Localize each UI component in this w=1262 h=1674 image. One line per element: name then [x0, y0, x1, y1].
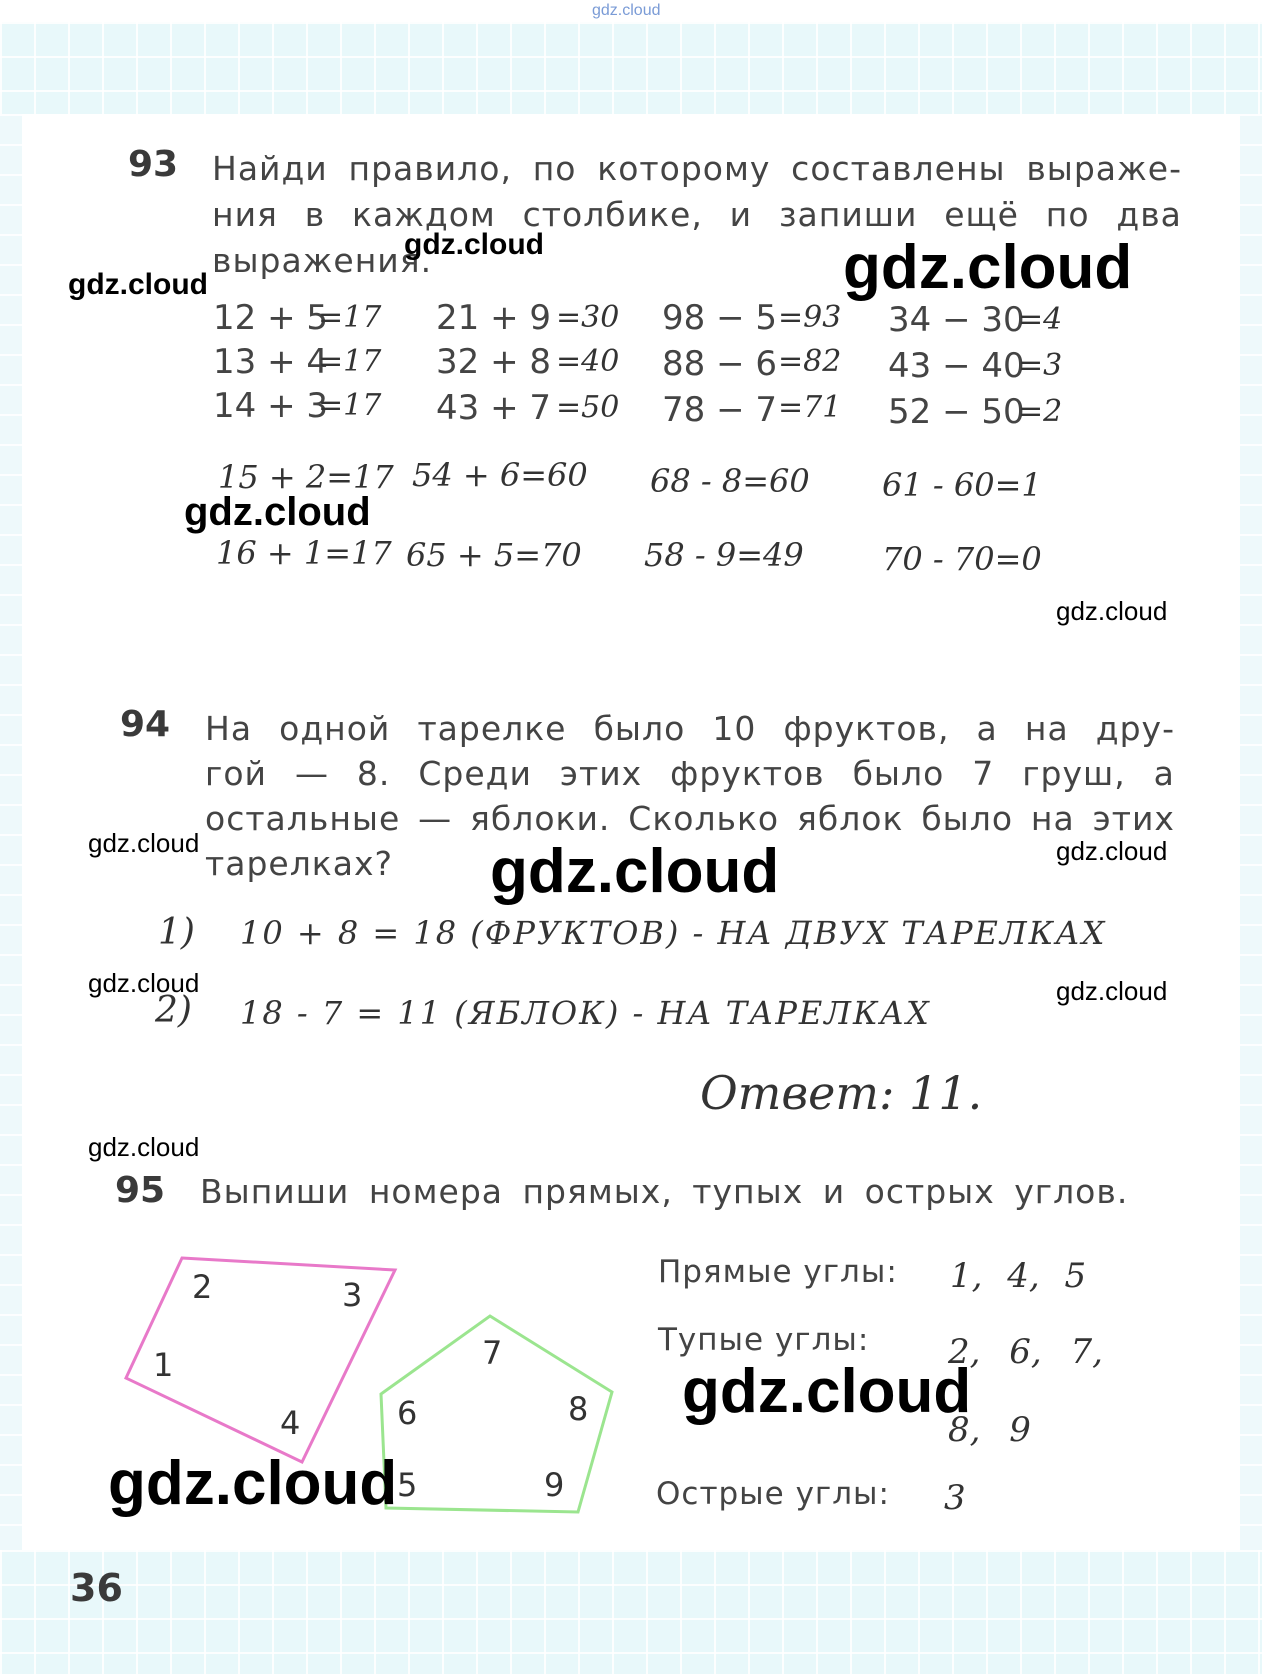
- watermark: gdz.cloud: [88, 1132, 200, 1162]
- handwritten-answer: =30: [556, 300, 620, 335]
- angle-label-5: 5: [397, 1466, 418, 1504]
- word: каждом: [352, 195, 496, 234]
- solution-step-1-text: 10 + 8 = 18 (ФРУКТОВ) - НА ДВУХ ТАРЕЛКАХ: [240, 914, 1107, 952]
- word: дру-: [1095, 709, 1175, 748]
- handwritten-answer: =82: [778, 344, 842, 379]
- task-93-line-3: выражения.: [212, 241, 433, 280]
- angle-label-1: 1: [153, 1346, 174, 1384]
- task-95-number: 95: [115, 1170, 166, 1211]
- task-95-text: Выпиши номера прямых, тупых и острых углов.: [200, 1172, 1129, 1211]
- expr: 98 − 5: [662, 298, 777, 338]
- handwritten-answer: =17: [318, 344, 382, 379]
- handwritten-expression: 54 + 6=60: [412, 456, 588, 494]
- word: было: [921, 799, 1014, 838]
- watermark: gdz.cloud: [843, 233, 1133, 302]
- word: одной: [279, 709, 391, 748]
- handwritten-answer: =4: [1018, 302, 1063, 337]
- word: было: [593, 709, 686, 748]
- handwritten-answer: =93: [778, 300, 842, 335]
- handwritten-expression: 70 - 70=0: [882, 540, 1042, 578]
- handwritten-answer: =17: [318, 388, 382, 423]
- task-93-number: 93: [128, 144, 179, 185]
- watermark: gdz.cloud: [88, 968, 200, 998]
- word: правило,: [348, 149, 512, 188]
- angle-label-2: 2: [192, 1268, 213, 1306]
- watermark: gdz.cloud: [108, 1449, 398, 1518]
- watermark: gdz.cloud: [1056, 596, 1168, 626]
- handwritten-expression: 65 + 5=70: [406, 536, 582, 574]
- word: —: [294, 754, 329, 793]
- word: фруктов,: [783, 709, 950, 748]
- word: было: [852, 754, 945, 793]
- word: На: [205, 709, 253, 748]
- expr: 43 + 7: [436, 388, 551, 428]
- word: остальные: [205, 799, 401, 838]
- word: —: [418, 799, 453, 838]
- handwritten-answer: =3: [1018, 348, 1063, 383]
- word: 8.: [356, 754, 391, 793]
- word: Среди: [418, 754, 532, 793]
- word: ния: [212, 195, 278, 234]
- word: 7: [972, 754, 995, 793]
- handwritten-expression: 16 + 1=17: [216, 534, 392, 572]
- angle-label-7: 7: [482, 1334, 503, 1372]
- answer-94: Ответ: 11.: [700, 1066, 983, 1120]
- word: на: [1024, 709, 1069, 748]
- handwritten-answer: =50: [556, 390, 620, 425]
- handwritten-expression: 15 + 2=17: [218, 458, 394, 496]
- word: два: [1116, 195, 1182, 234]
- word: запиши: [778, 195, 918, 234]
- word: Сколько: [628, 799, 780, 838]
- watermark: gdz.cloud: [88, 828, 200, 858]
- acute-angles-answer: 3: [944, 1478, 966, 1518]
- word: этих: [1092, 799, 1175, 838]
- acute-angles-label: Острые углы:: [656, 1476, 890, 1512]
- word: а: [976, 709, 998, 748]
- right-angles-label: Прямые углы:: [658, 1254, 898, 1290]
- handwritten-expression: 58 - 9=49: [644, 536, 804, 574]
- watermark: gdz.cloud: [404, 228, 544, 261]
- word: яблоки.: [470, 799, 611, 838]
- handwritten-answer: =71: [778, 390, 842, 425]
- watermark: gdz.cloud: [682, 1357, 972, 1426]
- task-94-number: 94: [120, 704, 171, 745]
- expr: 12 + 5: [213, 298, 328, 338]
- word: ещё: [944, 195, 1019, 234]
- word: тарелке: [417, 709, 567, 748]
- top-watermark: gdz.cloud: [592, 2, 661, 19]
- word: по: [532, 149, 577, 188]
- obtuse-angles-answer: 2, 6, 7,: [948, 1332, 1103, 1372]
- word: в: [304, 195, 326, 234]
- word: по: [1045, 195, 1090, 234]
- obtuse-angles-answer-cont: 8, 9: [948, 1410, 1031, 1450]
- word: которому: [597, 149, 771, 188]
- expr: 78 − 7: [662, 390, 777, 430]
- angle-label-4: 4: [280, 1404, 301, 1442]
- expr: 88 − 6: [662, 344, 777, 384]
- solution-step-2-number: 2): [155, 990, 192, 1031]
- obtuse-angles-label: Тупые углы:: [658, 1322, 870, 1358]
- expr: 13 + 4: [213, 342, 328, 382]
- handwritten-answer: =2: [1018, 394, 1063, 429]
- word: составлены: [791, 149, 1006, 188]
- solution-step-1-number: 1): [158, 912, 195, 953]
- word: столбике,: [522, 195, 703, 234]
- watermark: gdz.cloud: [68, 268, 208, 301]
- handwritten-expression: 61 - 60=1: [882, 466, 1042, 504]
- expr: 14 + 3: [213, 386, 328, 426]
- word: фруктов: [670, 754, 825, 793]
- angle-label-8: 8: [568, 1390, 589, 1428]
- expr: 21 + 9: [436, 298, 551, 338]
- word: гой: [205, 754, 267, 793]
- angle-label-6: 6: [397, 1394, 418, 1432]
- word: Найди: [212, 149, 328, 188]
- handwritten-answer: =40: [556, 344, 620, 379]
- watermark: gdz.cloud: [184, 490, 371, 534]
- page-number: 36: [70, 1566, 123, 1610]
- handwritten-answer: =17: [318, 300, 382, 335]
- solution-step-2-text: 18 - 7 = 11 (ЯБЛОК) - НА ТАРЕЛКАХ: [240, 994, 931, 1032]
- expr: 32 + 8: [436, 342, 551, 382]
- word: этих: [559, 754, 643, 793]
- expr: 43 − 40: [888, 346, 1025, 386]
- word: и: [729, 195, 753, 234]
- handwritten-expression: 68 - 8=60: [650, 462, 810, 500]
- expr: 34 − 30: [888, 300, 1025, 340]
- word: выраже-: [1026, 149, 1182, 188]
- word: яблок: [797, 799, 904, 838]
- watermark: gdz.cloud: [490, 837, 780, 906]
- expr: 52 − 50: [888, 392, 1025, 432]
- right-angles-answer: 1, 4, 5: [950, 1256, 1087, 1296]
- watermark: gdz.cloud: [1056, 976, 1168, 1006]
- task-94-line-4: тарелках?: [205, 844, 393, 883]
- word: а: [1153, 754, 1175, 793]
- word: 10: [712, 709, 757, 748]
- angle-label-3: 3: [342, 1276, 363, 1314]
- watermark: gdz.cloud: [1056, 836, 1168, 866]
- angle-label-9: 9: [544, 1466, 565, 1504]
- word: груш,: [1022, 754, 1126, 793]
- word: на: [1030, 799, 1075, 838]
